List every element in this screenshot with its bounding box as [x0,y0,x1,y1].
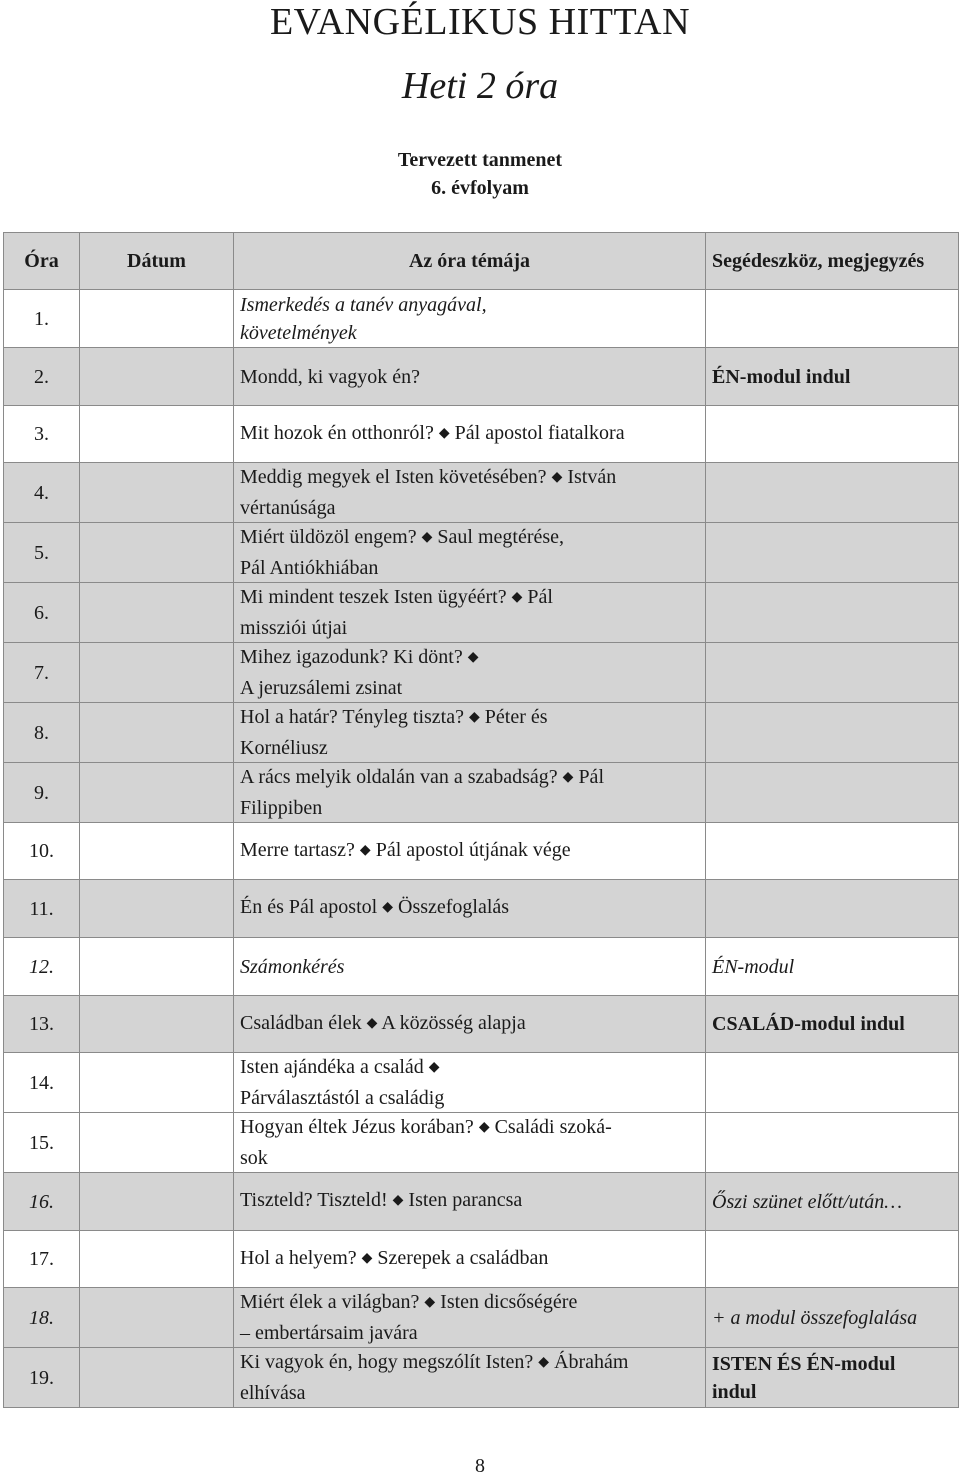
table-row [4,1348,959,1408]
topic-text: Hol a helyem? [240,1246,357,1269]
lesson-plan-table [3,232,959,1408]
lesson-number: 14. [4,1053,80,1113]
column-header-date: Dátum [80,233,234,290]
document-subtitle: Heti 2 óra [401,65,559,107]
topic-text: Pál [527,586,553,608]
note-cell: Őszi szünet előtt/után… [706,1173,959,1231]
table-row [4,1288,959,1348]
table-row [4,703,959,763]
topic-text: Péter és [484,706,548,728]
topic-cell [234,1173,706,1231]
topic-text: Hol a határ? Tényleg tiszta? [240,706,464,728]
date-cell [80,1348,234,1408]
topic-text: Tiszteld? Tiszteld! [240,1189,388,1211]
page-number: 8 [475,1455,485,1477]
table-row [4,583,959,643]
topic-cell: Mondd, ki vagyok én? [234,348,706,406]
date-cell [80,763,234,823]
lesson-number: 19. [4,1348,80,1408]
lesson-number: 13. [4,996,80,1053]
date-cell [80,1113,234,1173]
topic-line: elhívása [240,1382,306,1404]
topic-text: A közösség alapja [381,1011,526,1034]
lesson-number: 1. [4,290,80,348]
topic-text: Családban élek [240,1011,362,1034]
date-cell [80,523,234,583]
note-line: indul [712,1380,757,1403]
table-row [4,643,959,703]
topic-cell [234,823,706,880]
topic-text: Összefoglalás [398,896,510,918]
date-cell [80,406,234,463]
topic-cell [234,1288,706,1348]
column-header-notes: Segédeszköz, megjegyzés [706,233,959,290]
topic-cell [234,880,706,938]
topic-text: Én és Pál apostol [240,896,378,918]
topic-line: Párválasztástól a családig [240,1087,445,1109]
note-cell [706,1231,959,1288]
topic-text: Isten parancsa [408,1189,523,1211]
bullet-icon: ◆ [392,1193,404,1208]
note-cell [706,463,959,523]
lesson-number: 9. [4,763,80,823]
plan-line-2: 6. évfolyam [431,177,529,199]
lesson-number: 15. [4,1113,80,1173]
topic-line: A jeruzsálemi zsinat [240,677,403,699]
topic-line: Kornéliusz [240,737,328,759]
note-line: ISTEN ÉS ÉN-modul [712,1352,896,1375]
lesson-number: 4. [4,463,80,523]
date-cell [80,643,234,703]
note-cell [706,823,959,880]
lesson-number: 6. [4,583,80,643]
topic-cell [234,1053,706,1113]
topic-text: Mihez igazodunk? Ki dönt? [240,646,463,668]
topic-text: Saul megtérése, [437,526,565,548]
topic-text: Isten dicsőségére [440,1291,578,1313]
date-cell [80,1231,234,1288]
note-cell: CSALÁD-modul indul [706,996,959,1053]
topic-cell [234,703,706,763]
topic-text: Ábrahám [554,1351,629,1373]
bullet-icon: ◆ [438,425,450,441]
topic-line: vértanúsága [240,497,336,519]
topic-line: Pál Antiókhiában [240,557,379,579]
table-row [4,523,959,583]
plan-heading [0,146,960,202]
bullet-icon: ◆ [421,530,433,545]
date-cell [80,583,234,643]
topic-cell [234,290,706,348]
note-cell [706,1113,959,1173]
lesson-number: 18. [4,1288,80,1348]
bullet-icon: ◆ [382,900,393,915]
table-row [4,880,959,938]
document-title: EVANGÉLIKUS HITTAN [269,1,691,43]
table-row [4,406,959,463]
note-cell [706,406,959,463]
topic-cell [234,1231,706,1288]
lesson-number: 2. [4,348,80,406]
topic-text: Családi szoká- [494,1116,612,1138]
topic-cell [234,763,706,823]
table-row [4,463,959,523]
date-cell [80,1173,234,1231]
topic-cell [234,643,706,703]
lesson-number: 5. [4,523,80,583]
date-cell [80,823,234,880]
date-cell [80,348,234,406]
table-row [4,1173,959,1231]
bullet-icon: ◆ [467,650,479,665]
date-cell [80,290,234,348]
topic-line: követelmények [240,321,357,344]
lesson-number: 11. [4,880,80,938]
note-cell [706,523,959,583]
date-cell [80,703,234,763]
note-cell [706,290,959,348]
bullet-icon: ◆ [478,1120,490,1135]
note-cell [706,643,959,703]
date-cell [80,1288,234,1348]
bullet-icon: ◆ [538,1355,550,1370]
lesson-number: 3. [4,406,80,463]
note-cell: ÉN-modul indul [706,348,959,406]
note-cell: + a modul összefoglalása [706,1288,959,1348]
topic-text: Miért élek a világban? [240,1291,420,1313]
topic-text: István [567,466,617,488]
topic-line: missziói útjai [240,617,348,639]
bullet-icon: ◆ [511,590,523,605]
topic-text: Mit hozok én otthonról? [240,421,434,444]
topic-text: A rács melyik oldalán van a szabadság? [240,766,558,788]
topic-cell [234,463,706,523]
table-row [4,290,959,348]
topic-text: Mi mindent teszek Isten ügyéért? [240,586,507,608]
bullet-icon: ◆ [551,470,563,485]
table-row [4,823,959,880]
topic-text: Pál apostol fiatalkora [454,421,625,444]
table-row [4,1053,959,1113]
date-cell [80,1053,234,1113]
table-row [4,938,959,996]
bullet-icon: ◆ [424,1295,436,1310]
note-cell [706,880,959,938]
table-row [4,348,959,406]
table-row [4,996,959,1053]
bullet-icon: ◆ [562,770,574,785]
topic-text: Merre tartasz? [240,838,355,861]
date-cell [80,938,234,996]
table-row [4,1113,959,1173]
date-cell [80,463,234,523]
bullet-icon: ◆ [361,1250,373,1266]
topic-text: Pál apostol útjának vége [375,838,571,861]
topic-cell [234,1113,706,1173]
bullet-icon: ◆ [359,842,371,858]
topic-text: Miért üldözöl engem? [240,526,417,548]
lesson-number: 8. [4,703,80,763]
date-cell [80,996,234,1053]
bullet-icon: ◆ [468,710,480,725]
note-cell [706,703,959,763]
table-row [4,1231,959,1288]
note-cell [706,1053,959,1113]
bullet-icon: ◆ [366,1015,378,1031]
topic-text: Isten ajándéka a család [240,1056,424,1078]
lesson-number: 10. [4,823,80,880]
topic-line: – embertársaim javára [240,1322,418,1344]
date-cell [80,880,234,938]
lesson-number: 7. [4,643,80,703]
column-header-lesson: Óra [4,233,80,290]
bullet-icon: ◆ [428,1060,440,1075]
topic-cell [234,583,706,643]
topic-text: Szerepek a családban [377,1246,549,1269]
topic-text: Ki vagyok én, hogy megszólít Isten? [240,1351,534,1373]
topic-text: Meddig megyek el Isten követésében? [240,466,547,488]
topic-cell [234,996,706,1053]
topic-cell [234,523,706,583]
topic-cell [234,406,706,463]
topic-cell: Számonkérés [234,938,706,996]
note-cell [706,763,959,823]
topic-text: Hogyan éltek Jézus korában? [240,1116,474,1138]
table-row [4,763,959,823]
note-cell: ÉN-modul [706,938,959,996]
note-cell [706,583,959,643]
plan-line-1: Tervezett tanmenet [397,149,563,171]
topic-cell [234,1348,706,1408]
topic-text: Pál [578,766,604,788]
topic-line: Ismerkedés a tanév anyagával, [240,293,487,316]
lesson-number: 12. [4,938,80,996]
lesson-number: 16. [4,1173,80,1231]
topic-line: sok [240,1147,268,1169]
table-header-row [4,233,959,290]
topic-line: Filippiben [240,797,323,819]
lesson-number: 17. [4,1231,80,1288]
column-header-topic: Az óra témája [234,233,706,290]
note-cell [706,1348,959,1408]
